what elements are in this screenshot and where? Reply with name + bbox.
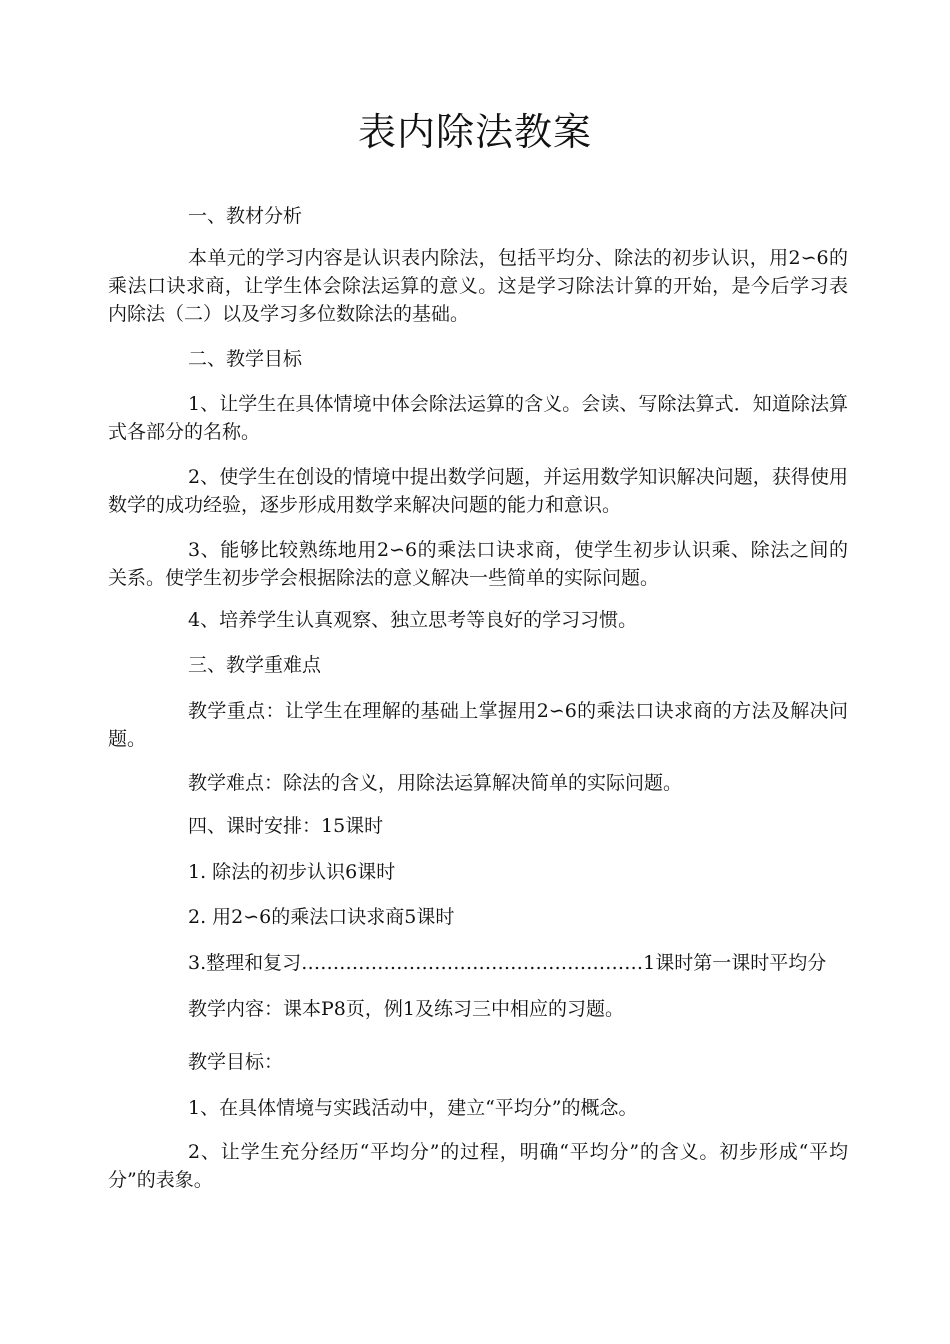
paragraph-unit-content: 本单元的学习内容是认识表内除法，包括平均分、除法的初步认识，用2∽6的乘法口诀求商，让学生体会除法运算的意义。这是学习除法计算的开始，是今后学习表内除法（二）以及学习多位数除法的基础。 [108,247,848,325]
goal-item-4: 4、培养学生认真观察、独立思考等良好的学习习惯。 [188,609,638,631]
lesson-goal-item-2: 2、让学生充分经历“平均分”的过程，明确“平均分”的含义。初步形成“平均分”的表象。 [108,1141,848,1191]
schedule-item-3: 3.整理和复习………………………………………………1课时第一课时平均分 [188,952,827,974]
difficult-point-paragraph: 教学难点：除法的含义，用除法运算解决简单的实际问题。 [188,772,683,794]
lesson-content-line: 教学内容：课本P8页，例1及练习三中相应的习题。 [188,998,624,1020]
schedule-item-1: 1. 除法的初步认识6课时 [188,861,396,883]
document-title: 表内除法教案 [357,110,592,154]
goal-item-1: 1、让学生在具体情境中体会除法运算的含义。会读、写除法算式．知道除法算式各部分的名称。 [108,393,848,443]
heading-key-difficulties: 三、教学重难点 [188,654,322,676]
heading-teaching-goals: 二、教学目标 [188,348,303,370]
heading-schedule: 四、课时安排：15课时 [188,815,384,837]
heading-textbook-analysis: 一、教材分析 [188,205,303,227]
goal-item-2: 2、使学生在创设的情境中提出数学问题，并运用数学知识解决问题，获得使用数学的成功经验，逐步形成用数学来解决问题的能力和意识。 [108,466,848,516]
schedule-item-2: 2. 用2∽6的乘法口诀求商5课时 [188,906,455,928]
lesson-goal-item-1: 1、在具体情境与实践活动中，建立“平均分”的概念。 [188,1097,638,1119]
key-point-paragraph: 教学重点：让学生在理解的基础上掌握用2∽6的乘法口诀求商的方法及解决问题。 [108,700,848,750]
lesson-goals-heading: 教学目标： [188,1051,284,1073]
goal-item-3: 3、能够比较熟练地用2∽6的乘法口诀求商，使学生初步认识乘、除法之间的关系。使学生初步学会根据除法的意义解决一些简单的实际问题。 [108,539,848,589]
